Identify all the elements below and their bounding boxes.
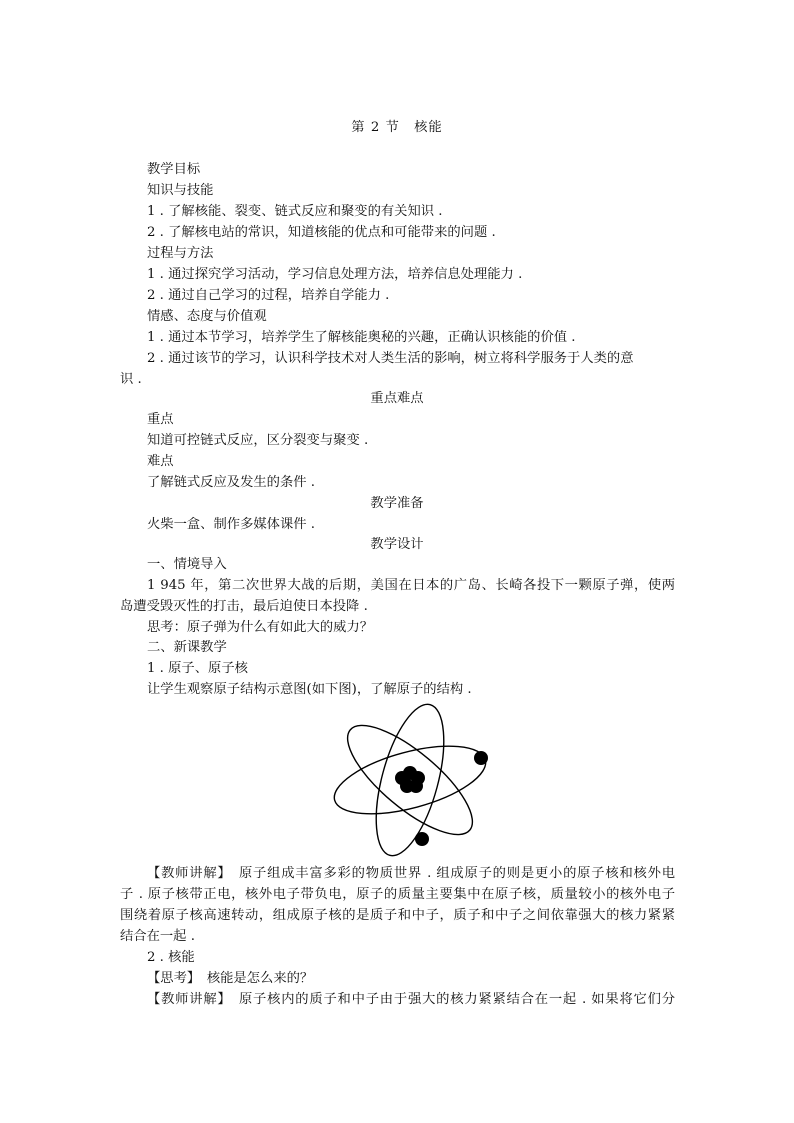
difficulty-text: 了解链式反应及发生的条件 . [147,475,316,490]
attitude-item-continuation: 识 . [120,372,142,387]
preparation-heading: 教学准备 [370,496,424,511]
teacher-explanation-line: 【教师讲解】 原子组成丰富多彩的物质世界 . 组成原子的则是更小的原子核和核外电 [147,866,675,881]
attitude-heading: 情感、态度与价值观 [147,309,267,324]
attitude-item: 2 . 通过该节的学习，认识科学技术对人类生活的影响，树立将科学服务于人类的意 [147,351,634,366]
difficulty-label: 难点 [147,454,174,469]
objectives-heading: 教学目标 [147,162,201,177]
preparation-text: 火柴一盒、制作多媒体课件 . [147,517,316,532]
intro-paragraph-line: 1 945 年，第二次世界大战的后期，美国在日本的广岛、长崎各投下一颗原子弹，使两 [147,578,675,593]
attitude-item: 1 . 通过本节学习，培养学生了解核能奥秘的兴趣，正确认识核能的价值 . [147,330,576,345]
teacher-explanation-2: 【教师讲解】 原子核内的质子和中子由于强大的核力紧紧结合在一起 . 如果将它们分 [147,992,675,1007]
teacher-explanation-line: 围绕着原子核高速转动，组成原子核的是质子和中子，质子和中子之间依靠强大的核力紧紧 [120,908,675,923]
process-item: 1 . 通过探究学习活动，学习信息处理方法，培养信息处理能力 . [147,267,523,282]
process-heading: 过程与方法 [147,246,214,261]
new-lesson-heading: 二、新课教学 [147,640,227,655]
think-question-2: 【思考】 核能是怎么来的？ [147,971,314,986]
subsection-nuclear-energy: 2 . 核能 [147,950,195,965]
process-item: 2 . 通过自己学习的过程，培养自学能力 . [147,288,390,303]
teacher-explanation-line: 结合在一起 . [120,929,195,944]
knowledge-item: 1 . 了解核能、裂变、链式反应和聚变的有关知识 . [147,204,443,219]
intro-paragraph-line: 岛遭受毁灭性的打击，最后迫使日本投降 . [120,599,368,614]
subsection-atom-text: 让学生观察原子结构示意图(如下图)，了解原子的结构 . [147,682,472,697]
knowledge-heading: 知识与技能 [147,183,214,198]
key-points-heading: 重点难点 [370,391,424,406]
focus-label: 重点 [147,412,174,427]
intro-heading: 一、情境导入 [147,557,227,572]
page-title: 第 2 节 核能 [351,120,443,135]
atom-diagram-icon [325,703,495,858]
subsection-atom: 1 . 原子、原子核 [147,661,248,676]
teacher-explanation-line: 子 . 原子核带正电，核外电子带负电，原子的质量主要集中在原子核，质量较小的核外电子 [120,887,675,902]
knowledge-item: 2 . 了解核电站的常识，知道核能的优点和可能带来的问题 . [147,225,496,240]
focus-text: 知道可控链式反应，区分裂变与聚变 . [147,433,369,448]
think-question: 思考：原子弹为什么有如此大的威力？ [147,620,374,635]
design-heading: 教学设计 [370,537,424,552]
